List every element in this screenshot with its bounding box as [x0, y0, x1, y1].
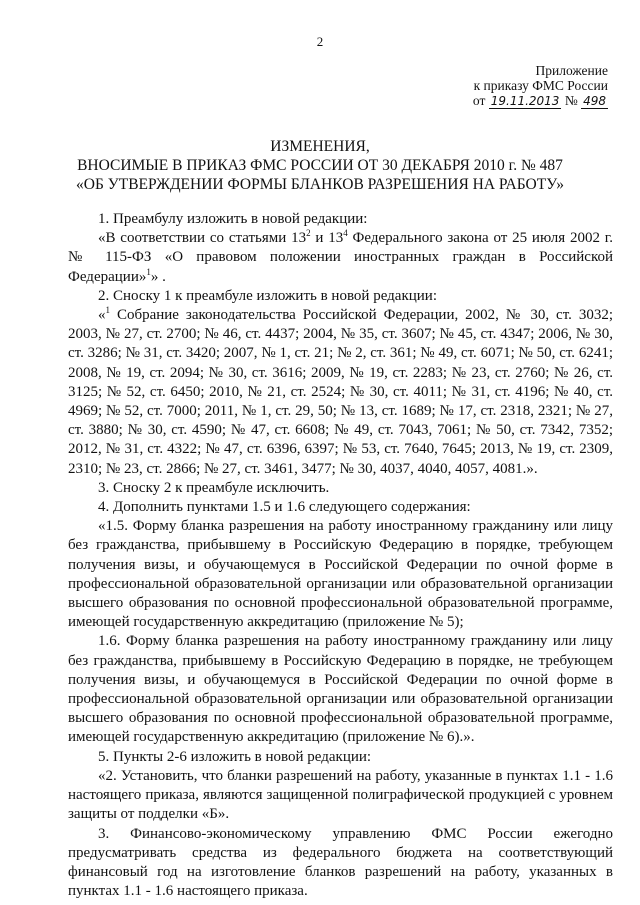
date-prefix: от	[472, 93, 486, 108]
appendix-block	[388, 63, 608, 109]
item-1-quote	[68, 229, 613, 287]
appendix-order-ref: к приказу ФМС России	[473, 78, 608, 93]
item-2: 2. Сноску 1 к преамбуле изложить в новой редакции:	[98, 287, 437, 304]
item-2-quote-text: Собрание законодательства Российской Федерации, 2002, № 30, ст. 3032; 2003, № 27, ст. 2700; № 46, ст. 4437; 2004, № 35, ст. 3607; № 45, ст. 4347; 2006, № 30, ст. 3286; № 31, ст. 3420; 2007, № 1, ст. 21; № 2, ст. 361; № 49, ст. 6071; № 50, ст. 6241; 2008, № 19, ст. 2094; № 30, ст. 3616; 2009, № 19, ст. 2283; № 23, ст. 2760; № 26, ст. 3125; № 52, ст. 6450; 2010, № 21, ст. 2524; № 30, ст. 4011; № 31, ст. 4196; № 40, ст. 4969; № 52, ст. 7000; 2011, № 1, ст. 29, 50; № 13, ст. 1689; № 17, ст. 2318, 2321; № 27, ст. 3880; № 30, ст. 4590; № 47, ст. 6608; № 49, ст. 7043, 7061; № 50, ст. 7342, 7352; 2012, № 31, ст. 4322; № 47, ст. 6396, 6397; № 53, ст. 7640, 7645; 2013, № 19, ст. 2309, 2310; № 23, ст. 2866; № 27, ст. 3461, 3477; № 30, 4037, 4040, 4057, 4081.».	[68, 307, 613, 477]
handwritten-date: 19.11.2013	[490, 94, 560, 108]
title-line-2: ВНОСИМЫЕ В ПРИКАЗ ФМС РОССИИ ОТ 30 ДЕКАБРЯ 2010 г. № 487	[77, 157, 563, 174]
item-4-point-1-5: «1.5. Форму бланка разрешения на работу иностранному гражданину или лицу без гражданства, прибывшему в Российскую Федерацию в порядке, требующем получения визы, и обучающемуся в Российской Федерации по очной форме в профессиональной образовательной организации или образовательной организации высшего образования по основной профессиональной образовательной программе, имеющей государственную аккредитацию (приложение № 5);	[68, 518, 613, 631]
footnote-mark: 1	[146, 266, 151, 277]
appendix-label: Приложение	[535, 63, 608, 78]
item-2-quote	[68, 306, 613, 479]
item-1: 1. Преамбулу изложить в новой редакции:	[98, 211, 368, 227]
appendix-date-line	[388, 93, 608, 109]
item-1-quote-part: и 13	[310, 230, 344, 247]
superscript: 4	[343, 228, 348, 239]
item-4: 4. Дополнить пунктами 1.5 и 1.6 следующего содержания:	[98, 499, 471, 516]
item-5: 5. Пункты 2-6 изложить в новой редакции:	[98, 748, 372, 765]
document-title	[0, 137, 640, 194]
document-body	[68, 210, 613, 901]
item-5-point-2: «2. Установить, что бланки разрешений на работу, указанные в пунктах 1.1 - 1.6 настоящего приказа, являются защищенной полиграфической продукцией с уровнем защиты от подделки «Б».	[68, 767, 613, 823]
item-5-point-3: 3. Финансово-экономическому управлению ФМС России ежегодно предусматривать средства из федерального бюджета на соответствующий финансовый год на изготовление бланков разрешений на работу, указанных в пунктах 1.1 - 1.6 настоящего приказа.	[68, 825, 613, 900]
page-number: 2	[316, 34, 324, 49]
title-line-3: «ОБ УТВЕРЖДЕНИИ ФОРМЫ БЛАНКОВ РАЗРЕШЕНИЯ НА РАБОТУ»	[76, 176, 564, 193]
item-1-quote-part: Федерального закона от 25 июля 2002 г. № 115-ФЗ «О правовом положении иностранных граждан в Российской Федерации»	[68, 230, 613, 285]
item-3: 3. Сноску 2 к преамбуле исключить.	[98, 479, 330, 496]
quote-open: «	[98, 307, 106, 324]
item-1-quote-part: » .	[150, 268, 166, 285]
handwritten-number: 498	[583, 94, 606, 108]
title-line-1: ИЗМЕНЕНИЯ,	[270, 138, 370, 155]
footnote-mark: 1	[105, 305, 110, 316]
superscript: 2	[306, 228, 311, 239]
item-4-point-1-6: 1.6. Форму бланка разрешения на работу иностранному гражданину или лицу без гражданства, прибывшему в Российскую Федерацию в порядке, не требующем получения визы, и обучающемуся в Российской Федерации по очной форме в профессиональной образовательной организации или образовательной организации высшего образования по основной профессиональной образовательной программе, имеющей государственную аккредитацию (приложение № 6).».	[68, 633, 613, 746]
number-prefix: №	[564, 93, 578, 108]
item-1-quote-part: «В соответствии со статьями 13	[98, 230, 307, 247]
